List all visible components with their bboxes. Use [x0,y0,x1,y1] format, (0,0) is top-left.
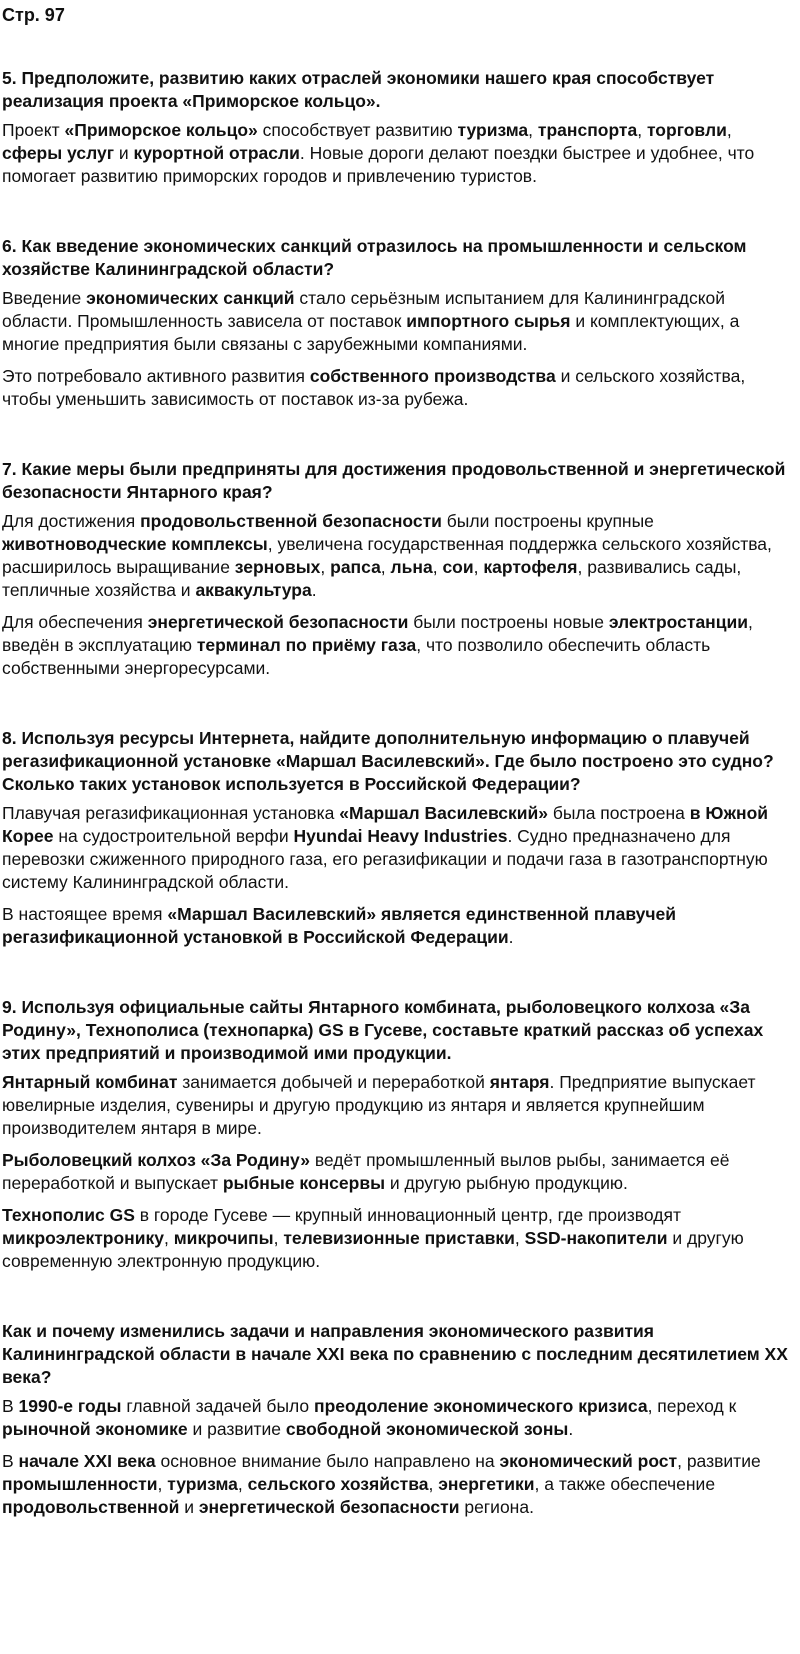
question-heading: 6. Как введение экономических санкций отразилось на промышленности и сельском хозяйстве Калининградской области? [2,236,747,279]
text-run: , [726,120,732,140]
text-run: , развитие [677,1451,761,1471]
bold-text: начале XXI века [18,1451,156,1471]
question-heading: 5. Предположите, развитию каких отраслей экономики нашего края способствует реализация проекта «Приморское кольцо». [2,68,715,111]
text-run: Введение [2,288,87,308]
text-run: Проект [2,120,65,140]
text-run: Для достижения [2,511,141,531]
bold-text: «Маршал Василевский» является единственной плавучей регазификационной установкой в Российской Федерации [2,904,677,947]
question-heading: 8. Используя ресурсы Интернета, найдите дополнительную информацию о плавучей регазификационной установке «Маршал Василевский». Где было построено это судно? Сколько таких установок используется в Российской Федерации? [2,728,774,794]
text-run: Плавучая регазификационная установка [2,803,340,823]
bold-text: микроэлектронику [2,1228,164,1248]
bold-text: сои [442,557,474,577]
text-run: и [179,1497,199,1517]
bold-text: картофеля [483,557,578,577]
text-run: . Предприятие выпускает ювелирные изделия, сувениры и другую продукцию из янтаря и является крупнейшим производителем янтаря в мире. [2,1072,756,1138]
text-run: , [432,557,443,577]
bold-text: продовольственной безопасности [140,511,442,531]
section-spacer [2,958,792,996]
bold-text: курортной отрасли [133,143,300,163]
text-run: и сельского хозяйства, чтобы уменьшить зависимость от поставок из-за рубежа. [2,366,746,409]
bold-text: в Южной Корее [2,803,769,846]
answer-paragraph [2,1204,792,1273]
text-run: , [637,120,647,140]
text-run: В [2,1396,19,1416]
text-run: , что позволило обеспечить область собственными энергоресурсами. [2,635,711,678]
bold-text: «Маршал Василевский» [339,803,549,823]
text-run: , [157,1474,168,1494]
text-run: стало серьёзным испытанием для Калининградской области. Промышленность зависела от поставок [2,288,726,331]
text-run: , введён в эксплуатацию [2,612,753,655]
answer-paragraph [2,903,792,949]
question-heading: 7. Какие меры были предприняты для достижения продовольственной и энергетической безопасности Янтарного края? [2,459,786,502]
text-run: были построены крупные [441,511,654,531]
text-run: , [514,1228,525,1248]
bold-text: Технополис GS [2,1205,135,1225]
bold-text: экономический рост [499,1451,678,1471]
text-run: основное внимание было направлено на [155,1451,500,1471]
answer-paragraph [2,119,792,188]
bold-text: аквакультура [195,580,312,600]
text-run: . [508,927,514,947]
bold-text: SSD-накопители [524,1228,668,1248]
bold-text: Hyundai Heavy Industries [293,826,508,846]
answer-paragraph [2,1071,792,1140]
question-block [2,67,792,188]
bold-text: собственного производства [309,366,556,386]
bold-text: рапса [330,557,381,577]
bold-text: «Приморское кольцо» [64,120,258,140]
bold-text: энергетической безопасности [198,1497,460,1517]
bold-text: животноводческие комплексы [2,534,268,554]
bold-text: рыночной экономике [2,1419,188,1439]
answer-paragraph [2,1395,792,1441]
bold-text: Рыболовецкий колхоз «За Родину» [2,1150,310,1170]
bold-text: свободной экономической зоны [285,1419,569,1439]
text-run: и другую рыбную продукцию. [385,1173,628,1193]
text-run: ведёт промышленный вылов рыбы, занимается её переработкой и выпускает [2,1150,730,1193]
text-run: , а также обеспечение [534,1474,716,1494]
question-block [2,1320,792,1519]
text-run: Для обеспечения [2,612,148,632]
text-run: региона. [459,1497,534,1517]
text-run: , [528,120,538,140]
bold-text: 1990-е годы [18,1396,122,1416]
section-spacer [2,420,792,458]
text-run: , развивались сады, тепличные хозяйства и [2,557,742,600]
bold-text: туризма [167,1474,238,1494]
question-heading: 9. Используя официальные сайты Янтарного комбината, рыболовецкого колхоза «За Родину», Технополиса (технопарка) GS в Гусеве, составьте краткий рассказ об успехах этих предприятий и производимой ими продукции. [2,997,764,1063]
bold-text: микрочипы [173,1228,274,1248]
text-run: . [311,580,317,600]
question-heading: Как и почему изменились задачи и направления экономического развития Калининградской области в начале XXI века по сравнению с последним десятилетием XX века? [2,1321,788,1387]
bold-text: энергетики [438,1474,535,1494]
page-number: Стр. 97 [2,5,65,25]
text-run: , [237,1474,248,1494]
bold-text: телевизионные приставки [283,1228,515,1248]
question-block [2,235,792,411]
text-run: , [273,1228,284,1248]
section-spacer [2,1282,792,1320]
answer-paragraph [2,365,792,411]
question-block [2,727,792,949]
text-run: была построена [548,803,690,823]
bold-text: рыбные консервы [222,1173,386,1193]
section-spacer [2,689,792,727]
answer-paragraph [2,1450,792,1519]
bold-text: янтаря [489,1072,550,1092]
bold-text: терминал по приёму газа [196,635,417,655]
answer-paragraph [2,1149,792,1195]
text-run: , переход к [647,1396,737,1416]
text-run: , [428,1474,439,1494]
bold-text: электростанции [608,612,749,632]
sections-container [2,67,792,1519]
bold-text: торговли [646,120,727,140]
text-run: В [2,1451,19,1471]
answer-paragraph [2,510,792,602]
text-run: в городе Гусеве — крупный инновационный центр, где производят [134,1205,681,1225]
bold-text: транспорта [537,120,638,140]
section-spacer [2,197,792,235]
text-run: , [473,557,484,577]
text-run: и другую современную электронную продукцию. [2,1228,744,1271]
text-run: и развитие [187,1419,286,1439]
text-run: , [320,557,331,577]
bold-text: туризма [457,120,529,140]
text-run: Это потребовало активного развития [2,366,310,386]
text-run: на судостроительной верфи [53,826,294,846]
answer-paragraph [2,287,792,356]
text-run: главной задачей было [121,1396,315,1416]
answer-paragraph [2,802,792,894]
question-block [2,458,792,680]
text-run: занимается добычей и переработкой [177,1072,490,1092]
bold-text: сферы услуг [2,143,114,163]
bold-text: промышленности [2,1474,158,1494]
text-run: , увеличена государственная поддержка сельского хозяйства, расширилось выращивание [2,534,772,577]
bold-text: зерновых [234,557,321,577]
bold-text: импортного сырья [406,311,571,331]
bold-text: льна [390,557,433,577]
text-run: , [164,1228,174,1248]
text-run: . Новые дороги делают поездки быстрее и удобнее, что помогает развитию приморских городов и привлечению туристов. [2,143,755,186]
answer-paragraph [2,611,792,680]
bold-text: продовольственной [2,1497,180,1517]
text-run: В настоящее время [2,904,168,924]
text-run: были построены новые [408,612,609,632]
bold-text: экономических санкций [86,288,295,308]
bold-text: Янтарный комбинат [2,1072,178,1092]
text-run: способствует развитию [257,120,458,140]
bold-text: преодоление экономического кризиса [314,1396,648,1416]
text-run: . [568,1419,574,1439]
text-run: и [113,143,134,163]
bold-text: сельского хозяйства [247,1474,429,1494]
text-run: , [380,557,391,577]
question-block [2,996,792,1273]
text-run: и комплектующих, а многие предприятия были связаны с зарубежными компаниями. [2,311,740,354]
bold-text: энергетической безопасности [147,612,409,632]
text-run: . Судно предназначено для перевозки сжиженного природного газа, его регазификации и подачи газа в газотранспортную систему Калининградской области. [2,826,768,892]
